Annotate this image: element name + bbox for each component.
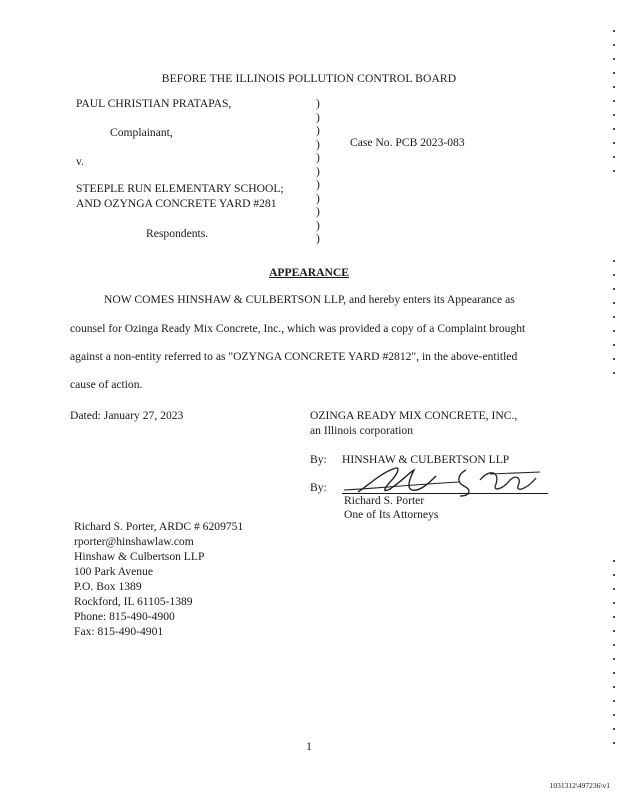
paren: ) <box>316 137 320 151</box>
by-label: By: <box>310 481 327 494</box>
contact-line: Fax: 815-490-4901 <box>74 625 164 638</box>
body-line: against a non-entity referred to as "OZYNGA CONCRETE YARD #2812", in the above-entitled <box>70 350 518 363</box>
signer-name: Richard S. Porter <box>344 494 425 507</box>
paren: ) <box>316 205 320 218</box>
contact-line: Phone: 815-490-4900 <box>74 610 175 623</box>
body-line: counsel for Ozinga Ready Mix Concrete, Inc., which was provided a copy of a Complaint brought <box>70 322 526 335</box>
document-heading: APPEARANCE <box>269 266 349 279</box>
court-title: BEFORE THE ILLINOIS POLLUTION CONTROL BOARD <box>161 72 457 85</box>
firm-name: HINSHAW & CULBERTSON LLP <box>342 453 510 466</box>
dated-line: Dated: January 27, 2023 <box>70 409 184 422</box>
respondent-role: Respondents. <box>146 227 209 240</box>
contact-line: 100 Park Avenue <box>74 565 153 578</box>
contact-line: P.O. Box 1389 <box>74 580 142 593</box>
body-line: cause of action. <box>70 378 143 391</box>
paren: ) <box>316 151 320 164</box>
paren: ) <box>316 97 320 110</box>
signer-role: One of Its Attorneys <box>344 508 439 521</box>
by-label: By: <box>310 453 327 466</box>
case-number: Case No. PCB 2023-083 <box>350 136 465 149</box>
scan-edge-mark <box>613 560 615 750</box>
contact-line: rporter@hinshawlaw.com <box>74 535 194 548</box>
company-description: an Illinois corporation <box>310 424 414 437</box>
paren: ) <box>316 124 320 137</box>
respondent-line-1: STEEPLE RUN ELEMENTARY SCHOOL; <box>76 182 284 195</box>
scan-edge-mark <box>613 260 615 380</box>
company-name: OZINGA READY MIX CONCRETE, INC., <box>310 409 518 422</box>
versus: v. <box>76 155 84 168</box>
page-number: 1 <box>306 740 312 753</box>
respondent-line-2: AND OZYNGA CONCRETE YARD #281 <box>76 197 277 210</box>
paren: ) <box>316 164 320 178</box>
paren: ) <box>316 232 320 245</box>
complainant-name: PAUL CHRISTIAN PRATAPAS, <box>76 97 232 110</box>
paren: ) <box>316 191 320 205</box>
contact-line: Hinshaw & Culbertson LLP <box>74 550 205 563</box>
contact-line: Richard S. Porter, ARDC # 6209751 <box>74 520 244 533</box>
caption-parentheses <box>316 97 320 246</box>
contact-line: Rockford, IL 61105-1389 <box>74 595 193 608</box>
body-line: NOW COMES HINSHAW & CULBERTSON LLP, and hereby enters its Appearance as <box>104 293 515 306</box>
paren: ) <box>316 110 320 124</box>
scan-edge-mark <box>613 30 615 180</box>
paren: ) <box>316 218 320 232</box>
complainant-role: Complainant, <box>110 126 173 139</box>
document-id: 1031312\497236\v1 <box>549 781 610 790</box>
paren: ) <box>316 178 320 191</box>
